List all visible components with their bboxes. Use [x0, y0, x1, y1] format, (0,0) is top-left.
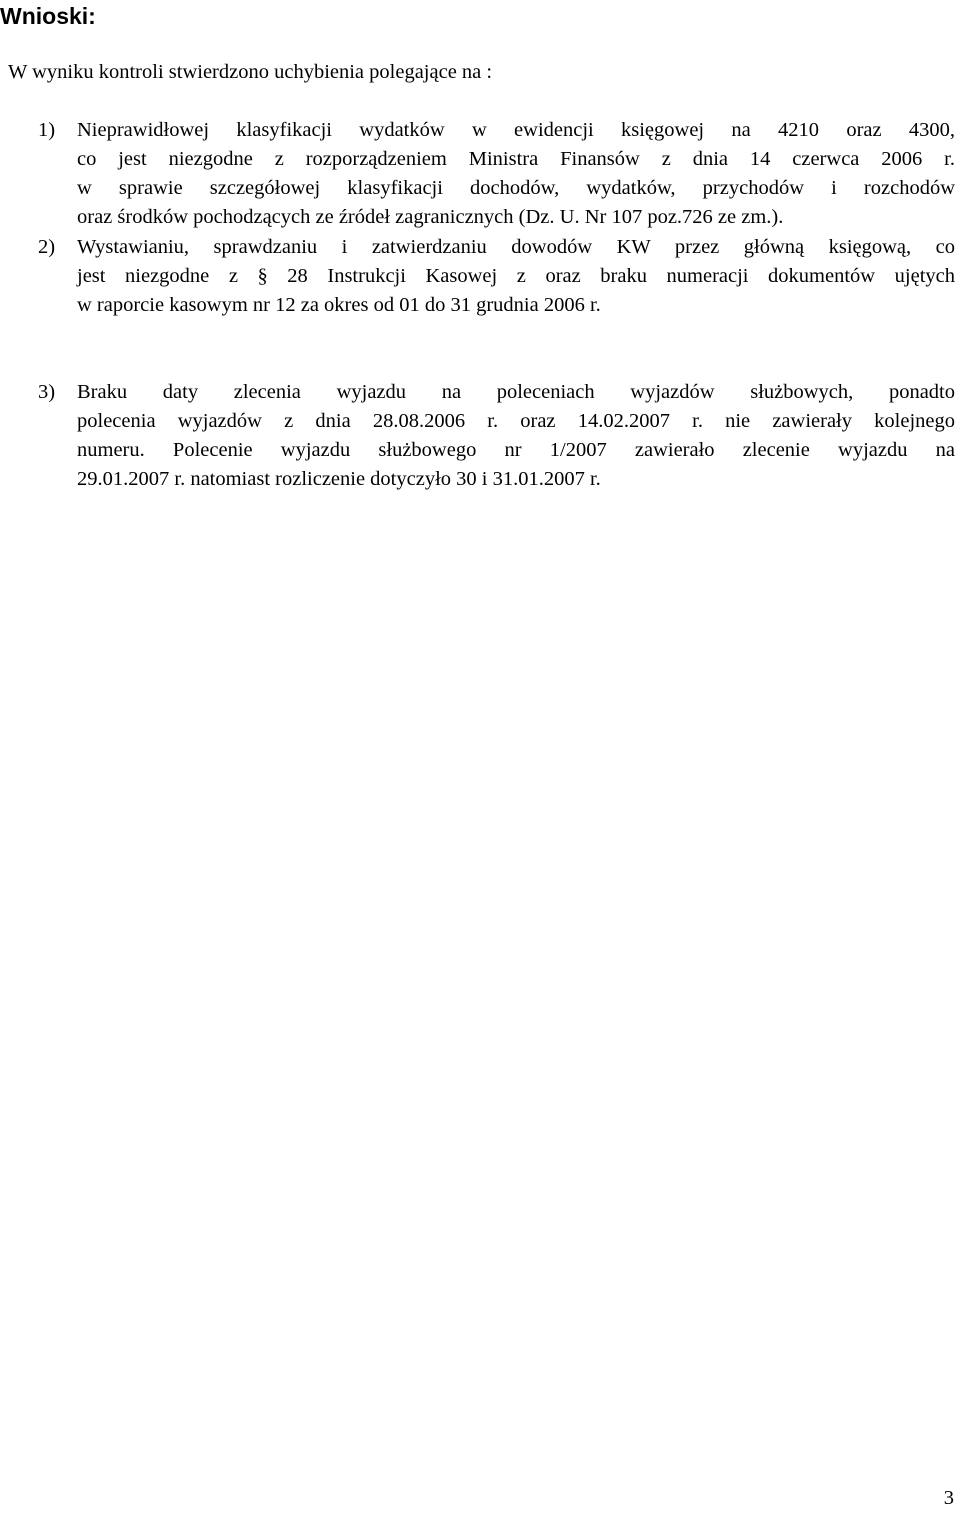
- page-number: 3: [943, 1487, 954, 1509]
- intro-paragraph: W wyniku kontroli stwierdzono uchybienia polegające na :: [8, 61, 493, 83]
- list-item-line: numeru. Polecenie wyjazdu służbowego nr 1/2007 zawierało zlecenie wyjazdu na: [77, 439, 955, 461]
- list-item-line: polecenia wyjazdów z dnia 28.08.2006 r. oraz 14.02.2007 r. nie zawierały kolejnego: [77, 410, 955, 432]
- list-item-line: oraz środków pochodzących ze źródeł zagranicznych (Dz. U. Nr 107 poz.726 ze zm.).: [77, 206, 784, 228]
- list-item-line: Braku daty zlecenia wyjazdu na poleceniach wyjazdów służbowych, ponadto: [77, 381, 955, 403]
- list-item-line: 29.01.2007 r. natomiast rozliczenie dotyczyło 30 i 31.01.2007 r.: [77, 468, 601, 490]
- list-item-line: w raporcie kasowym nr 12 za okres od 01 do 31 grudnia 2006 r.: [77, 294, 601, 316]
- list-item-line: co jest niezgodne z rozporządzeniem Ministra Finansów z dnia 14 czerwca 2006 r.: [77, 148, 955, 170]
- list-item-number: 3): [38, 381, 56, 403]
- list-item-number: 2): [38, 236, 56, 258]
- list-item-line: w sprawie szczegółowej klasyfikacji dochodów, wydatków, przychodów i rozchodów: [77, 177, 955, 199]
- document-heading: Wnioski:: [0, 3, 96, 29]
- list-item-number: 1): [38, 119, 56, 141]
- list-item-line: Nieprawidłowej klasyfikacji wydatków w ewidencji księgowej na 4210 oraz 4300,: [77, 119, 955, 141]
- list-item-line: jest niezgodne z § 28 Instrukcji Kasowej z oraz braku numeracji dokumentów ujętych: [77, 265, 955, 287]
- list-item-line: Wystawianiu, sprawdzaniu i zatwierdzaniu dowodów KW przez główną księgową, co: [77, 236, 955, 258]
